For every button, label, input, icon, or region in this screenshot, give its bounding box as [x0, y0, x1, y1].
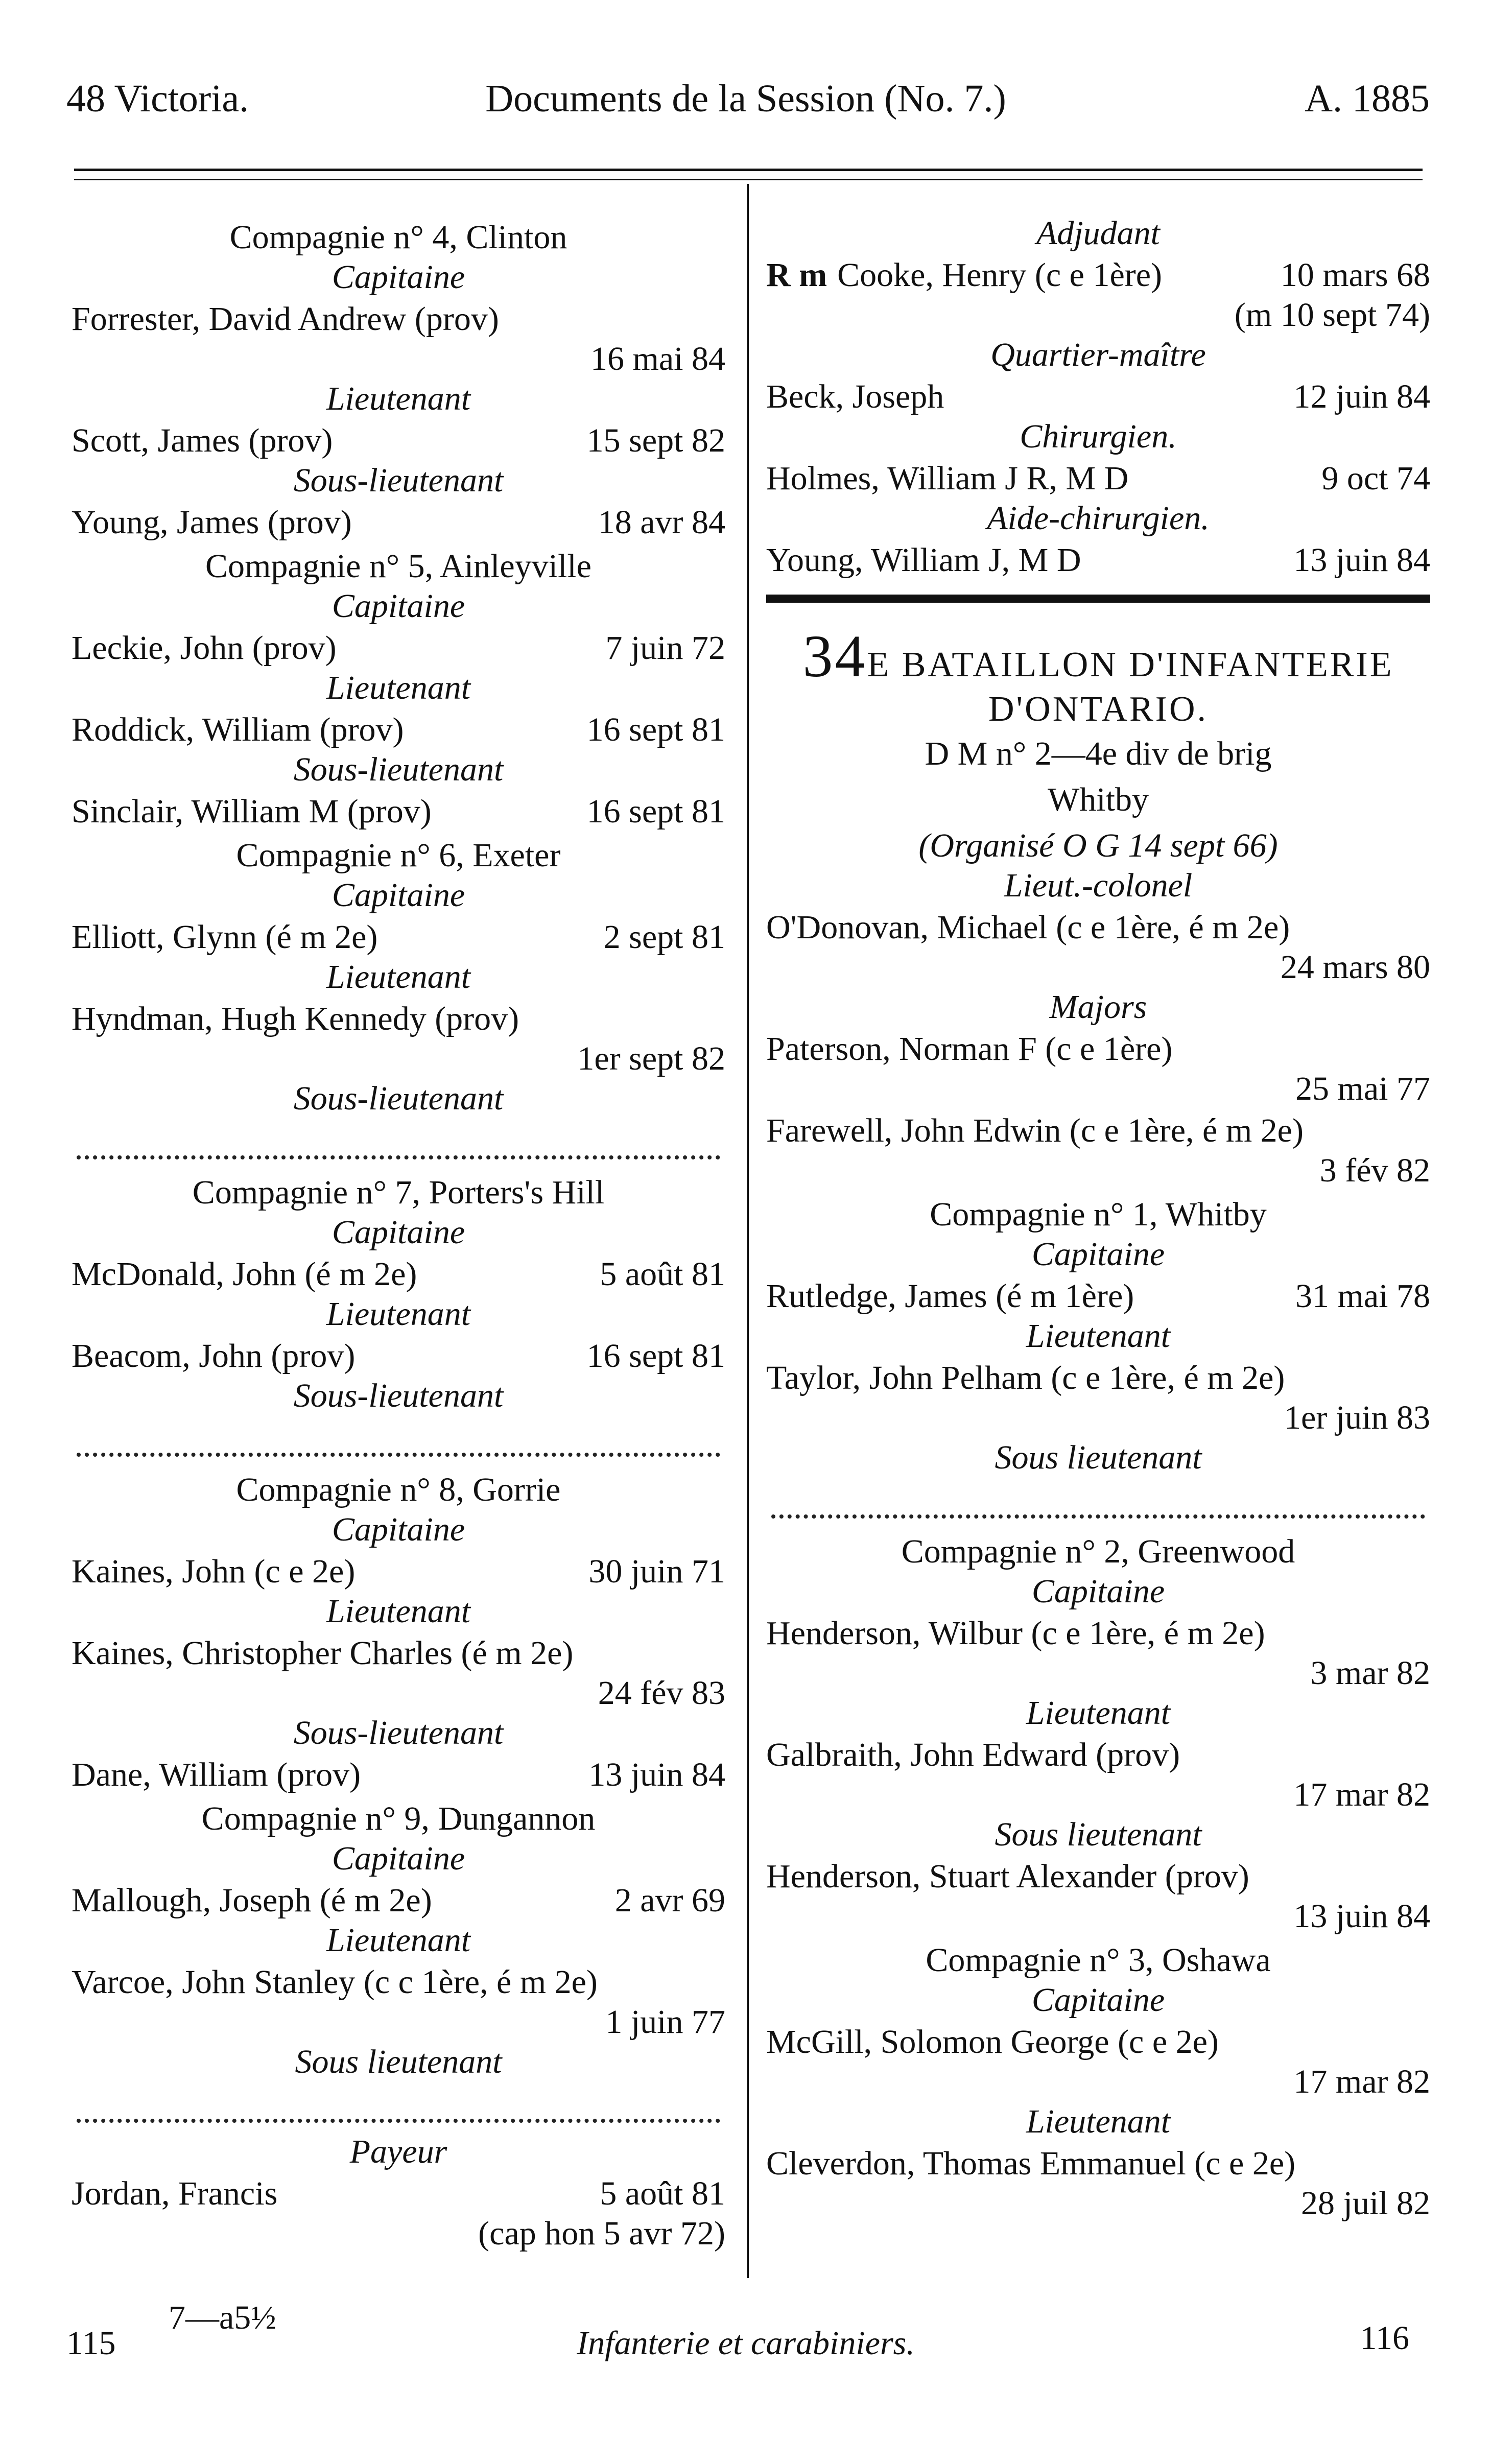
officer-entry [766, 1357, 1430, 1399]
officer-entry [766, 539, 1430, 581]
entry-date-continued: 13 juin 84 [1293, 1898, 1430, 1935]
officer-entry [766, 1613, 1430, 1654]
officer-name-wrap [766, 2143, 1295, 2185]
footer-right-page-number: 116 [1360, 2319, 1409, 2357]
officer-entry [72, 420, 725, 462]
officer-entry [72, 1253, 725, 1295]
rank-label: Sous-lieutenant [293, 462, 504, 500]
officer-date: 10 mars 68 [1280, 256, 1430, 294]
company-heading: Compagnie n° 4, Clinton [229, 219, 567, 256]
rank-label: Lieutenant [326, 669, 471, 707]
company-heading: Compagnie n° 6, Exeter [236, 837, 561, 874]
officer-name-wrap [766, 540, 1081, 581]
footer-signature-note: 7—a5½ [169, 2299, 276, 2336]
officer-prefix: R m [766, 256, 827, 294]
officer-name: Beck, Joseph [766, 378, 944, 416]
battalion-organized: (Organisé O G 14 sept 66) [918, 827, 1278, 865]
entry-date-continued: 3 fév 82 [1319, 1152, 1430, 1190]
company-heading: Compagnie n° 3, Oshawa [926, 1941, 1271, 1979]
officer-entry [72, 2173, 725, 2215]
officer-name: Young, William J, M D [766, 541, 1081, 579]
officer-name-wrap [72, 299, 499, 340]
rank-label: Capitaine [1031, 1573, 1165, 1610]
officer-name-wrap [72, 1254, 417, 1295]
officer-entry [766, 458, 1430, 500]
rank-label: Capitaine [332, 1214, 465, 1251]
officer-entry [766, 1856, 1430, 1898]
officer-name: McDonald, John (é m 2e) [72, 1255, 417, 1293]
vacant-dotted-line [771, 1484, 1425, 1519]
officer-name: Dane, William (prov) [72, 1756, 361, 1794]
officer-entry [72, 709, 725, 751]
officer-date: 9 oct 74 [1321, 460, 1430, 497]
rank-label: Lieutenant [326, 958, 471, 996]
officer-entry [72, 1880, 725, 1922]
officer-entry [72, 916, 725, 958]
entry-date-continued: 17 mar 82 [1293, 2063, 1430, 2101]
rank-label: Sous lieutenant [995, 1439, 1202, 1477]
header-session-year: 48 Victoria. [66, 77, 249, 120]
rank-label: Capitaine [332, 1511, 465, 1549]
officer-name-wrap [766, 2022, 1219, 2063]
rank-label: Payeur [349, 2133, 447, 2171]
officer-name: Forrester, David Andrew (prov) [72, 300, 499, 338]
officer-date: 13 juin 84 [1293, 541, 1430, 579]
right-column-staff [766, 215, 1430, 581]
officer-name: O'Donovan, Michael (c e 1ère, é m 2e) [766, 909, 1290, 946]
company-heading: Compagnie n° 7, Porters's Hill [192, 1174, 605, 1212]
officer-name-wrap [72, 502, 352, 543]
officer-date: 16 sept 81 [586, 793, 725, 831]
column-divider [747, 184, 749, 2278]
officer-name-wrap [766, 907, 1290, 949]
officer-date: 30 juin 71 [588, 1553, 725, 1591]
officer-name: Kaines, Christopher Charles (é m 2e) [72, 1634, 574, 1672]
officer-entry [72, 1551, 725, 1593]
officer-name: Taylor, John Pelham (c e 1ère, é m 2e) [766, 1359, 1285, 1397]
officer-name: Kaines, John (c e 2e) [72, 1553, 356, 1591]
officer-entry [72, 1754, 725, 1796]
officer-entry [72, 627, 725, 669]
vacant-dotted-line [77, 1125, 720, 1159]
officer-date: 2 sept 81 [603, 918, 725, 956]
officer-name-wrap [72, 1755, 361, 1796]
officer-name-wrap [766, 1029, 1172, 1070]
battalion-location: Whitby [1048, 781, 1149, 819]
rank-label: Capitaine [1031, 1981, 1165, 2019]
officer-name-wrap [72, 628, 337, 669]
rank-label: Capitaine [332, 587, 465, 625]
company-heading: Compagnie n° 2, Greenwood [901, 1533, 1295, 1571]
officer-name: Rutledge, James (é m 1ère) [766, 1277, 1134, 1315]
rank-label: Sous-lieutenant [293, 1080, 504, 1118]
officer-name-wrap [766, 458, 1128, 500]
rank-label: Quartier-maître [990, 336, 1206, 374]
officer-name-wrap [72, 791, 432, 833]
rank-label: Lieutenant [326, 1593, 471, 1630]
officer-entry [766, 376, 1430, 418]
officer-date: 16 sept 81 [586, 711, 725, 749]
rank-label: Majors [1049, 988, 1147, 1026]
officer-name: Farewell, John Edwin (c e 1ère, é m 2e) [766, 1112, 1304, 1150]
officer-name: Elliott, Glynn (é m 2e) [72, 918, 378, 956]
officer-name-wrap [72, 1633, 573, 1674]
officer-name: McGill, Solomon George (c e 2e) [766, 2023, 1219, 2061]
rank-label: Adjudant [1036, 215, 1160, 252]
entry-date-continued: 17 mar 82 [1293, 1776, 1430, 1814]
rank-label: Lieutenant [1026, 1317, 1171, 1355]
entry-date-continued: 3 mar 82 [1310, 1654, 1430, 1692]
officer-name-wrap [72, 1880, 432, 1922]
officer-name: Henderson, Wilbur (c e 1ère, é m 2e) [766, 1615, 1265, 1652]
rank-label: Sous-lieutenant [293, 751, 504, 789]
officer-entry [766, 1734, 1430, 1776]
officer-name-wrap [766, 1856, 1249, 1898]
rank-label: Sous lieutenant [295, 2043, 502, 2081]
officer-entry [72, 791, 725, 833]
officer-name-wrap [766, 376, 944, 418]
rank-label: Capitaine [332, 876, 465, 914]
header-document-title: Documents de la Session (No. 7.) [485, 77, 1006, 120]
officer-date: 5 août 81 [600, 2175, 725, 2213]
battalion-separator-rule [766, 595, 1430, 603]
battalion-title-line1: E BATAILLON D'INFANTERIE [867, 645, 1394, 684]
footer-section-title: Infanterie et carabiniers. [577, 2325, 915, 2362]
officer-name-wrap [72, 420, 333, 462]
officer-entry [766, 2021, 1430, 2063]
entry-date-continued: (cap hon 5 avr 72) [478, 2215, 725, 2253]
officer-entry [72, 298, 725, 340]
footer-left-page-number: 115 [66, 2325, 116, 2362]
entry-date-continued: 28 juil 82 [1300, 2185, 1430, 2222]
battalion-title-line2: D'ONTARIO. [988, 689, 1209, 729]
officer-name-wrap [766, 1358, 1285, 1399]
officer-entry [766, 2143, 1430, 2185]
officer-name: Cleverdon, Thomas Emmanuel (c e 2e) [766, 2145, 1296, 2183]
officer-date: 31 mai 78 [1295, 1277, 1430, 1315]
entry-date-continued: 16 mai 84 [590, 340, 725, 378]
officer-date: 15 sept 82 [586, 422, 725, 460]
battalion-title [766, 623, 1430, 729]
rank-label: Lieut.-colonel [1004, 867, 1193, 905]
officer-entry [766, 1028, 1430, 1070]
rank-label: Lieutenant [326, 1922, 471, 1959]
header-rule-bottom [74, 179, 1423, 180]
officer-name: Leckie, John (prov) [72, 629, 337, 667]
officer-date: 2 avr 69 [614, 1882, 725, 1920]
officer-entry [72, 502, 725, 543]
battalion-number: 34 [802, 623, 867, 690]
officer-date: 12 juin 84 [1293, 378, 1430, 416]
officer-date: 18 avr 84 [598, 504, 725, 541]
officer-date: 13 juin 84 [588, 1756, 725, 1794]
officer-entry [766, 1110, 1430, 1152]
officer-name: Roddick, William (prov) [72, 711, 404, 749]
officer-name-wrap [766, 1110, 1304, 1152]
officer-name-wrap [72, 709, 404, 751]
officer-name: Paterson, Norman F (c e 1ère) [766, 1030, 1173, 1068]
rank-label: Capitaine [1031, 1236, 1165, 1273]
officer-entry [72, 998, 725, 1040]
officer-name-wrap [72, 1551, 355, 1593]
rank-label: Chirurgien. [1020, 418, 1177, 456]
officer-name: Galbraith, John Edward (prov) [766, 1736, 1180, 1774]
officer-name: Jordan, Francis [72, 2175, 278, 2213]
officer-name-wrap [766, 1276, 1134, 1317]
company-heading: Compagnie n° 8, Gorrie [236, 1471, 561, 1509]
company-heading: Compagnie n° 1, Whitby [930, 1196, 1267, 1234]
officer-name: Varcoe, John Stanley (c c 1ère, é m 2e) [72, 1963, 598, 2001]
officer-name-wrap [72, 917, 377, 958]
officer-entry [766, 254, 1430, 296]
right-column-officers [766, 867, 1430, 2224]
officer-name-wrap [72, 2173, 277, 2215]
page-header [0, 77, 1491, 143]
battalion-district: D M n° 2—4e div de brig [925, 735, 1272, 773]
officer-name-wrap [766, 1613, 1265, 1654]
officer-name: Henderson, Stuart Alexander (prov) [766, 1858, 1249, 1896]
vacant-dotted-line [77, 1422, 720, 1457]
entry-date-continued: 24 mars 80 [1280, 949, 1430, 986]
vacant-dotted-line [77, 2088, 720, 2123]
officer-name: Young, James (prov) [72, 504, 352, 541]
entry-date-continued: 25 mai 77 [1295, 1070, 1430, 1108]
officer-name-wrap [72, 999, 519, 1040]
header-rule-top [74, 169, 1423, 171]
rank-label: Lieutenant [326, 380, 471, 418]
left-column [72, 215, 725, 2255]
rank-label: Sous-lieutenant [293, 1714, 504, 1752]
officer-date: 7 juin 72 [605, 629, 725, 667]
header-year: A. 1885 [1305, 77, 1430, 120]
rank-label: Sous-lieutenant [293, 1377, 504, 1415]
officer-name-wrap [72, 1336, 355, 1377]
right-column [766, 215, 1430, 2224]
officer-name-wrap [766, 1735, 1180, 1776]
officer-entry [766, 907, 1430, 949]
officer-entry [72, 1961, 725, 2003]
officer-name: Sinclair, William M (prov) [72, 793, 432, 831]
officer-name: Scott, James (prov) [72, 422, 333, 460]
officer-entry [766, 1275, 1430, 1317]
company-heading: Compagnie n° 9, Dungannon [201, 1800, 596, 1838]
officer-name-wrap [72, 1962, 598, 2003]
entry-date-continued: 24 fév 83 [598, 1674, 725, 1712]
officer-name: Holmes, William J R, M D [766, 460, 1129, 497]
company-heading: Compagnie n° 5, Ainleyville [205, 548, 591, 585]
rank-label: Lieutenant [1026, 1694, 1171, 1732]
officer-name: Beacom, John (prov) [72, 1337, 356, 1375]
rank-label: Lieutenant [1026, 2103, 1171, 2141]
officer-name-wrap [766, 255, 1162, 296]
officer-date: 5 août 81 [600, 1255, 725, 1293]
officer-name: Mallough, Joseph (é m 2e) [72, 1882, 432, 1920]
rank-label: Aide-chirurgien. [987, 500, 1210, 537]
rank-label: Capitaine [332, 1840, 465, 1878]
entry-date-continued: 1 juin 77 [605, 2003, 725, 2041]
entry-date-continued: (m 10 sept 74) [1234, 296, 1430, 334]
officer-name: Cooke, Henry (c e 1ère) [837, 256, 1163, 294]
rank-label: Lieutenant [326, 1295, 471, 1333]
rank-label: Capitaine [332, 258, 465, 296]
entry-date-continued: 1er juin 83 [1284, 1399, 1430, 1437]
entry-date-continued: 1er sept 82 [577, 1040, 725, 1078]
officer-entry [72, 1632, 725, 1674]
officer-name: Hyndman, Hugh Kennedy (prov) [72, 1000, 519, 1038]
rank-label: Sous lieutenant [995, 1816, 1202, 1854]
officer-entry [72, 1335, 725, 1377]
officer-date: 16 sept 81 [586, 1337, 725, 1375]
